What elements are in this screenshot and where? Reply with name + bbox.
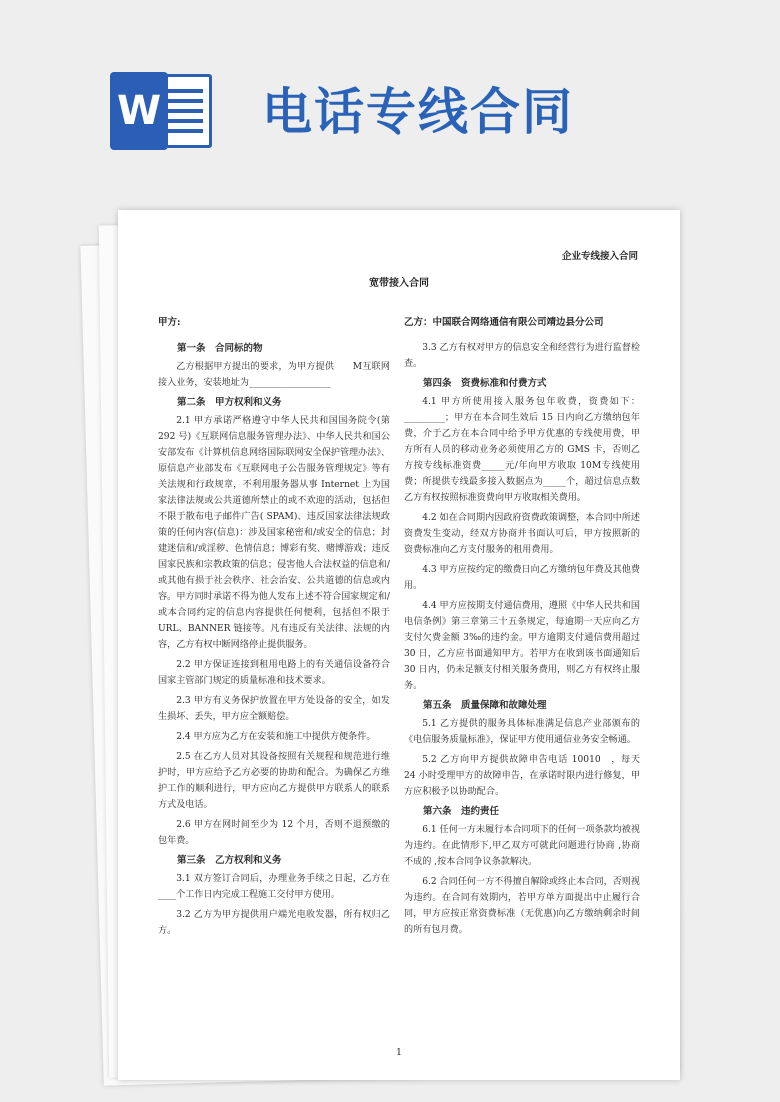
right-column: [404, 340, 640, 942]
document-title: 宽带接入合同: [369, 278, 429, 289]
article-3-paragraph-3: 3.3 乙方有权对甲方的信息安全和经营行为进行监督检查。: [404, 343, 640, 369]
article-3-paragraph-2: 3.2 乙方为甲方提供用户端光电收发器，所有权归乙方。: [158, 910, 390, 936]
page-header: 企业专线接入合同: [561, 251, 638, 262]
word-document-icon: [110, 72, 214, 150]
article-5-paragraph-2: 5.2 乙方向甲方提供故障申告电话 10010 ，每天 24 小时受理甲方的故障申告，在承诺时限内进行修复，甲方应积极予以协助配合。: [404, 755, 640, 797]
article-2-paragraph-4: 2.4 甲方应为乙方在安装和施工中提供方便条件。: [176, 732, 376, 742]
article-2-paragraph-1: 2.1 甲方承诺严格遵守中华人民共和国国务院令(第 292 号)《互联网信息服务管理办法》、中华人民共和国公安部发布《计算机信息网络国际联网安全保护管理办法》、原信息产业部发布《互联网电子公告服务管理规定》等有关法规和行政规章，不利用服务器从事 Internet 上为国家法律法规或公共道德所禁止的或不欢迎的活动，包括但不限于散布电子邮件广告( SPAM)、违反国家法律法规政策的任何内容(信息)：涉及国家秘密和/或安全的信息；封建迷信和/或淫秽、色情信息；博彩有奖、赌博游戏；违反国家民族和宗教政策的信息；侵害他人合法权益的信息和/或其他有损于社会秩序、社会治安、公共道德的信息或内容。甲方同时承诺不得为他人发布上述不符合国家规定和/或本合同约定的信息内容提供任何便利，包括但不限于 URL、BANNER 链接等。凡有违反有关法律、法规的内容，乙方有权中断网络停止提供服务。: [158, 416, 390, 650]
article-1-paragraph-1: 乙方根据甲方提出的要求，为甲方提供 M互联网接入业务，安装地址为__________________: [158, 362, 390, 388]
article-2-paragraph-2: 2.2 甲方保证连接到租用电路上的有关通信设备符合国家主管部门规定的质量标准和技术要求。: [158, 660, 390, 686]
article-4-paragraph-1: 4.1 甲方所使用接入服务包年收费，资费如下：_________；甲方在本合同生效后 15 日内向乙方缴纳包年费，介于乙方在本合同中给予甲方优惠的专线使用费，甲方所有人员的移动业务必须使用乙方的 GMS 卡，否则乙方按专线标准资费_____元/年向甲方收取 10M专线使用费；所提供专线最多接入数据点为_____个，超过信息点数乙方有权按照标准资费向甲方收取相关费用。: [404, 397, 640, 503]
article-1-heading: 第一条 合同标的物: [177, 343, 263, 354]
article-2-paragraph-5: 2.5 在乙方人员对其设备按照有关规程和规范进行维护时，甲方应给予乙方必要的协助和配合。为确保乙方维护工作的顺利进行，甲方应向乙方提供甲方联系人的联系方式及电话。: [158, 752, 390, 810]
contract-page: [118, 210, 680, 1080]
article-2-paragraph-3: 2.3 甲方有义务保护放置在甲方处设备的安全，如发生损坏、丢失，甲方应全额赔偿。: [158, 696, 390, 722]
article-4-heading: 第四条 资费标准和付费方式: [423, 378, 547, 389]
party-b-label: 乙方：中国联合网络通信有限公司靖边县分公司: [404, 317, 604, 328]
article-6-heading: 第六条 违约责任: [423, 806, 500, 817]
article-5-paragraph-1: 5.1 乙方提供的服务具体标准满足信息产业部颁布的《电信服务质量标准》，保证甲方使用通信业务安全畅通。: [404, 719, 640, 745]
article-2-paragraph-6: 2.6 甲方在网时间至少为 12 个月，否则不退预缴的包年费。: [158, 820, 390, 846]
logo-letter: W: [110, 72, 168, 150]
article-3-heading: 第三条 乙方权利和义务: [177, 855, 282, 866]
article-5-heading: 第五条 质量保障和故障处理: [423, 700, 547, 711]
article-6-paragraph-2: 6.2 合同任何一方不得擅自解除或终止本合同，否则视为违约。在合同有效期内，若甲方单方面提出中止履行合同，甲方应按正常资费标准（无优惠)向乙方缴纳剩余时间的所有包月费。: [404, 877, 640, 935]
article-2-heading: 第二条 甲方权利和义务: [177, 397, 282, 408]
left-column: [158, 340, 390, 943]
page-number: 1: [396, 1048, 402, 1058]
banner: [0, 0, 780, 190]
banner-title: 电话专线合同: [262, 83, 574, 141]
article-4-paragraph-3: 4.3 甲方应按约定的缴费日向乙方缴纳包年费及其他费用。: [404, 565, 640, 591]
party-a-label: 甲方:: [158, 317, 181, 328]
article-4-paragraph-2: 4.2 如在合同期内因政府资费政策调整，本合同中所述资费发生变动，经双方协商并书面认可后，甲方按照新的资费标准向乙方支付服务的租用费用。: [404, 513, 640, 555]
article-4-paragraph-4: 4.4 甲方应按期支付通信费用，遵照《中华人民共和国电信条例》第三章第三十五条规定，每逾期一天应向乙方支付欠费金额 3‰的违约金。甲方逾期支付通信费用超过 30 日，乙方应书面通知甲方。若甲方在收到该书面通知后 30 日内，仍未足额支付相关服务费用，则乙方有权终止服务。: [404, 601, 640, 691]
article-6-paragraph-1: 6.1 任何一方未履行本合同项下的任何一项条款均被视为违约。在此情形下,甲乙双方可就此问题进行协商 ,协商不成的 ,按本合同争议条款解决。: [404, 825, 640, 867]
article-3-paragraph-1: 3.1 双方签订合同后，办理业务手续之日起，乙方在 ____个工作日内完成工程施工交付甲方使用。: [158, 874, 390, 900]
